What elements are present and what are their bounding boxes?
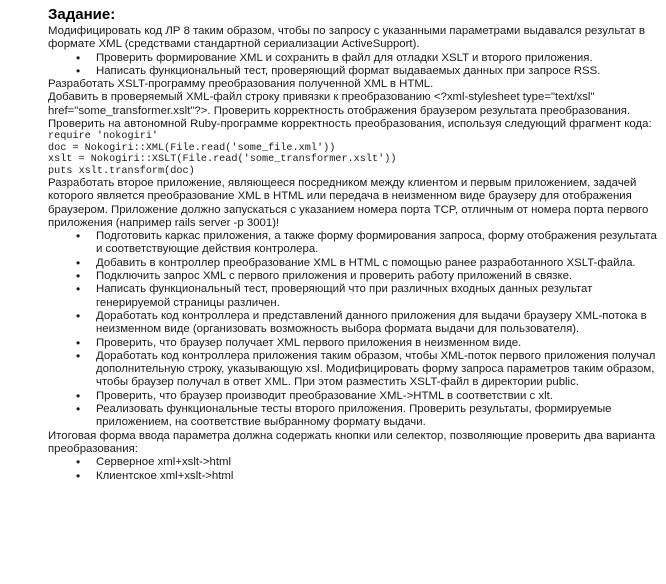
code-snippet	[48, 131, 660, 177]
list-item: • Доработать код контроллера приложения таким образом, чтобы XML-поток первого приложения получал дополнительную строку, указывающую xsl. Модифицировать форму запроса параметров таким образом, чтобы браузер получал в ответ XML. При этом разместить XSLT-файл в директории public.	[96, 350, 660, 390]
paragraph-stylesheet-binding: Добавить в проверяемый XML-файл строку привязки к преобразованию <?xml-stylesheet type="text/xsl" href="some_transformer.xslt"?>. Проверить корректность отображения браузером результата преобразования.	[48, 91, 631, 117]
list-item: • Написать функциональный тест, проверяющий что при различных входных данных результат генерируемой страницы различен.	[96, 283, 660, 310]
assignment-document	[48, 6, 660, 483]
list-item: • Проверить, что браузер производит преобразование XML->HTML в соответствии с xlt.	[96, 390, 660, 403]
paragraph-ruby-check: Проверить на автономной Ruby-программе корректность преобразования, используя следующий фрагмент кода:	[48, 118, 652, 131]
list-item: • Проверить, что браузер получает XML первого приложения в неизменном виде.	[96, 337, 660, 350]
paragraph-modify-lr8: Модифицировать код ЛР 8 таким образом, чтобы по запросу с указанными параметрами выдавался результат в формате XML (средствами стандартной сериализации ActiveSupport).	[48, 25, 645, 51]
list-item: • Серверное xml+xslt->html	[96, 456, 660, 469]
paragraph-second-app: Разработать второе приложение, являющееся посредником между клиентом и первым приложением, задачей которого является преобразование XML в HTML или передача в неизменном виде браузеру для отображения браузером. Приложение должно запускаться с указанием номера порта TCP, отличным от номера порта первого приложения (например rails server -p 3001)!	[48, 177, 649, 229]
assignment-heading: Задание:	[48, 6, 116, 23]
code-line: xslt = Nokogiri::XSLT(File.read('some_transformer.xslt'))	[48, 154, 397, 166]
list-item: • Подключить запрос XML с первого приложения и проверить работу приложений в связке.	[96, 270, 660, 283]
list-item: • Написать функциональный тест, проверяющий формат выдаваемых данных при запросе RSS.	[96, 65, 660, 78]
list-xml-tasks	[48, 52, 660, 79]
list-item: • Доработать код контроллера и представлений данного приложения для выдачи браузеру XML-потока в неизменном виде (организовать возможность выбора формата выдачи для пользователя).	[96, 310, 660, 337]
list-item: • Клиентское xml+xslt->html	[96, 470, 660, 483]
list-item: • Добавить в контроллер преобразование XML в HTML с помощью ранее разработанного XSLT-файла.	[96, 257, 660, 270]
code-line: doc = Nokogiri::XML(File.read('some_file.xml'))	[48, 142, 336, 154]
list-second-app-tasks	[48, 230, 660, 429]
list-item: • Подготовить каркас приложения, а также форму формирования запроса, форму отображения результата и соответствующие действия контролера.	[96, 230, 660, 257]
list-transform-variants	[48, 456, 660, 483]
list-item: • Проверить формирование XML и сохранить в файл для отладки XSLT и второго приложения.	[96, 52, 660, 65]
paragraph-xslt-program: Разработать XSLT-программу преобразования полученной XML в HTML.	[48, 78, 434, 91]
code-line: require 'nokogiri'	[48, 131, 159, 143]
code-line: puts xslt.transform(doc)	[48, 165, 195, 177]
paragraph-final-form: Итоговая форма ввода параметра должна содержать кнопки или селектор, позволяющие проверить два варианта преобразования:	[48, 429, 656, 455]
list-item: • Реализовать функциональные тесты второго приложения. Проверить результаты, формируемые приложением, на соответствие выбранному формату выдачи.	[96, 403, 660, 430]
